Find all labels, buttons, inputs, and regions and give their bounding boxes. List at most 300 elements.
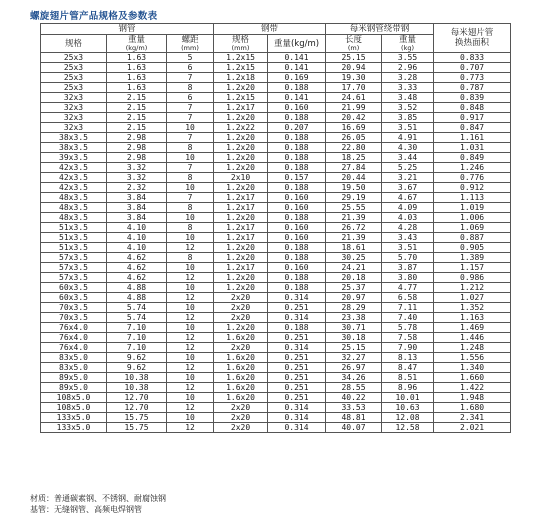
cell-strip-weight: 0.251	[268, 393, 326, 403]
cell-strip-weight: 0.188	[268, 153, 326, 163]
cell-length: 32.27	[326, 353, 382, 363]
cell-weight: 7.10	[107, 333, 167, 343]
cell-weight: 12.70	[107, 403, 167, 413]
cell-spec: 70x3.5	[41, 303, 107, 313]
cell-pitch: 10	[167, 123, 214, 133]
cell-area: 1.157	[434, 263, 511, 273]
cell-strip-weight: 0.160	[268, 193, 326, 203]
cell-weight: 4.10	[107, 223, 167, 233]
cell-spec: 57x3.5	[41, 273, 107, 283]
cell-strip-spec: 1.2x17	[214, 223, 268, 233]
cell-strip-spec: 1.6x20	[214, 383, 268, 393]
cell-weight2: 12.58	[382, 423, 434, 433]
weight-unit: (kg/m)	[125, 44, 148, 52]
cell-length: 22.80	[326, 143, 382, 153]
cell-weight2: 4.30	[382, 143, 434, 153]
cell-length: 30.25	[326, 253, 382, 263]
cell-weight: 4.10	[107, 243, 167, 253]
cell-pitch: 6	[167, 93, 214, 103]
cell-strip-weight: 0.314	[268, 423, 326, 433]
table-row	[41, 393, 511, 403]
cell-area: 1.161	[434, 133, 511, 143]
cell-area: 0.776	[434, 173, 511, 183]
cell-strip-weight: 0.251	[268, 373, 326, 383]
cell-strip-spec: 1.2x20	[214, 273, 268, 283]
cell-spec: 70x3.5	[41, 313, 107, 323]
cell-spec: 83x5.0	[41, 353, 107, 363]
cell-strip-spec: 1.6x20	[214, 393, 268, 403]
cell-spec: 89x5.0	[41, 373, 107, 383]
cell-area: 0.905	[434, 243, 511, 253]
cell-area: 1.246	[434, 163, 511, 173]
cell-pitch: 10	[167, 353, 214, 363]
cell-area: 0.887	[434, 233, 511, 243]
notes	[30, 493, 166, 515]
cell-weight2: 4.03	[382, 213, 434, 223]
cell-strip-weight: 0.188	[268, 243, 326, 253]
cell-strip-spec: 1.2x20	[214, 153, 268, 163]
cell-spec: 76x4.0	[41, 343, 107, 353]
cell-strip-weight: 0.251	[268, 333, 326, 343]
cell-pitch: 8	[167, 253, 214, 263]
cell-strip-weight: 0.160	[268, 203, 326, 213]
cell-strip-spec: 1.6x20	[214, 333, 268, 343]
cell-weight2: 7.90	[382, 343, 434, 353]
pitch-unit: (mm)	[181, 44, 199, 52]
cell-area: 1.027	[434, 293, 511, 303]
table-title: 螺旋翅片管产品规格及参数表	[30, 11, 158, 22]
cell-weight: 2.32	[107, 183, 167, 193]
cell-length: 25.15	[326, 343, 382, 353]
cell-weight: 2.15	[107, 113, 167, 123]
cell-area: 1.340	[434, 363, 511, 373]
cell-weight2: 3.21	[382, 173, 434, 183]
cell-area: 1.556	[434, 353, 511, 363]
cell-weight: 9.62	[107, 353, 167, 363]
cell-length: 16.69	[326, 123, 382, 133]
cell-pitch: 12	[167, 383, 214, 393]
table-row	[41, 53, 511, 63]
cell-pitch: 12	[167, 403, 214, 413]
cell-strip-spec: 1.2x17	[214, 103, 268, 113]
cell-length: 20.18	[326, 273, 382, 283]
cell-strip-weight: 0.160	[268, 263, 326, 273]
cell-length: 21.39	[326, 233, 382, 243]
cell-spec: 48x3.5	[41, 203, 107, 213]
cell-pitch: 7	[167, 163, 214, 173]
table-row	[41, 163, 511, 173]
cell-weight: 15.75	[107, 423, 167, 433]
cell-weight: 3.32	[107, 173, 167, 183]
cell-area: 0.839	[434, 93, 511, 103]
col-weight: 重量 (kg/m)	[107, 35, 167, 53]
cell-strip-weight: 0.160	[268, 223, 326, 233]
fin-area-line1: 每米翅片管	[450, 28, 494, 38]
cell-strip-weight: 0.188	[268, 213, 326, 223]
cell-strip-spec: 2x20	[214, 343, 268, 353]
cell-strip-spec: 1.6x20	[214, 353, 268, 363]
cell-spec: 32x3	[41, 113, 107, 123]
table-row	[41, 233, 511, 243]
cell-pitch: 8	[167, 223, 214, 233]
cell-weight: 3.84	[107, 193, 167, 203]
cell-strip-weight: 0.188	[268, 143, 326, 153]
cell-length: 25.37	[326, 283, 382, 293]
cell-weight: 2.98	[107, 153, 167, 163]
cell-length: 25.55	[326, 203, 382, 213]
cell-weight: 1.63	[107, 53, 167, 63]
cell-weight2: 8.47	[382, 363, 434, 373]
cell-length: 28.55	[326, 383, 382, 393]
table-row	[41, 223, 511, 233]
cell-weight2: 4.91	[382, 133, 434, 143]
table-row	[41, 103, 511, 113]
cell-length: 19.30	[326, 73, 382, 83]
cell-spec: 89x5.0	[41, 383, 107, 393]
cell-length: 30.18	[326, 333, 382, 343]
table-row	[41, 413, 511, 423]
cell-strip-weight: 0.188	[268, 133, 326, 143]
cell-strip-spec: 2x20	[214, 313, 268, 323]
cell-weight: 7.10	[107, 343, 167, 353]
spec-table	[40, 23, 511, 433]
table-row	[41, 373, 511, 383]
table-row	[41, 343, 511, 353]
cell-strip-weight: 0.314	[268, 343, 326, 353]
cell-area: 1.031	[434, 143, 511, 153]
cell-spec: 108x5.0	[41, 393, 107, 403]
cell-pitch: 12	[167, 293, 214, 303]
cell-area: 0.912	[434, 183, 511, 193]
cell-weight: 2.15	[107, 103, 167, 113]
cell-length: 26.72	[326, 223, 382, 233]
table-row	[41, 143, 511, 153]
cell-area: 1.680	[434, 403, 511, 413]
cell-area: 1.948	[434, 393, 511, 403]
cell-pitch: 10	[167, 373, 214, 383]
cell-strip-spec: 1.2x20	[214, 323, 268, 333]
table-row	[41, 153, 511, 163]
table-row	[41, 203, 511, 213]
cell-strip-spec: 1.2x20	[214, 143, 268, 153]
cell-strip-weight: 0.251	[268, 383, 326, 393]
cell-strip-spec: 2x20	[214, 293, 268, 303]
cell-strip-spec: 1.2x20	[214, 213, 268, 223]
cell-weight2: 5.78	[382, 323, 434, 333]
cell-strip-weight: 0.160	[268, 233, 326, 243]
cell-strip-weight: 0.314	[268, 293, 326, 303]
cell-strip-spec: 1.2x15	[214, 53, 268, 63]
cell-strip-weight: 0.157	[268, 173, 326, 183]
cell-pitch: 8	[167, 173, 214, 183]
cell-strip-weight: 0.188	[268, 163, 326, 173]
col-weight2: 重量 (kg)	[382, 35, 434, 53]
cell-spec: 25x3	[41, 63, 107, 73]
cell-spec: 42x3.5	[41, 173, 107, 183]
cell-weight2: 3.44	[382, 153, 434, 163]
cell-weight: 10.38	[107, 373, 167, 383]
table-row	[41, 403, 511, 413]
cell-strip-spec: 1.2x20	[214, 163, 268, 173]
cell-length: 40.07	[326, 423, 382, 433]
cell-strip-spec: 1.2x20	[214, 113, 268, 123]
cell-weight: 4.62	[107, 263, 167, 273]
cell-area: 0.707	[434, 63, 511, 73]
cell-weight2: 12.08	[382, 413, 434, 423]
cell-spec: 51x3.5	[41, 223, 107, 233]
cell-weight: 2.98	[107, 143, 167, 153]
cell-area: 1.212	[434, 283, 511, 293]
cell-weight: 4.88	[107, 293, 167, 303]
cell-weight2: 4.67	[382, 193, 434, 203]
cell-strip-weight: 0.188	[268, 83, 326, 93]
table-row	[41, 133, 511, 143]
cell-spec: 48x3.5	[41, 193, 107, 203]
table-row	[41, 293, 511, 303]
cell-pitch: 5	[167, 53, 214, 63]
cell-spec: 38x3.5	[41, 143, 107, 153]
cell-weight: 10.38	[107, 383, 167, 393]
cell-strip-spec: 1.2x17	[214, 193, 268, 203]
col-strip-weight: 重量(kg/m)	[268, 35, 326, 53]
cell-area: 1.422	[434, 383, 511, 393]
cell-area: 1.469	[434, 323, 511, 333]
table-row	[41, 193, 511, 203]
table-row	[41, 173, 511, 183]
cell-pitch: 10	[167, 153, 214, 163]
cell-weight2: 10.01	[382, 393, 434, 403]
table-row	[41, 73, 511, 83]
cell-spec: 48x3.5	[41, 213, 107, 223]
cell-strip-weight: 0.251	[268, 363, 326, 373]
cell-strip-weight: 0.251	[268, 353, 326, 363]
cell-weight: 3.32	[107, 163, 167, 173]
cell-strip-weight: 0.251	[268, 303, 326, 313]
cell-weight2: 5.25	[382, 163, 434, 173]
cell-length: 40.22	[326, 393, 382, 403]
cell-strip-weight: 0.141	[268, 63, 326, 73]
cell-weight: 7.10	[107, 323, 167, 333]
cell-strip-weight: 0.314	[268, 403, 326, 413]
cell-weight: 1.63	[107, 73, 167, 83]
cell-length: 34.26	[326, 373, 382, 383]
cell-length: 27.84	[326, 163, 382, 173]
cell-spec: 76x4.0	[41, 333, 107, 343]
cell-weight: 9.62	[107, 363, 167, 373]
cell-weight2: 3.87	[382, 263, 434, 273]
cell-spec: 51x3.5	[41, 243, 107, 253]
cell-length: 26.97	[326, 363, 382, 373]
cell-weight2: 8.13	[382, 353, 434, 363]
cell-spec: 32x3	[41, 103, 107, 113]
cell-length: 23.38	[326, 313, 382, 323]
cell-weight: 2.98	[107, 133, 167, 143]
table-row	[41, 423, 511, 433]
cell-strip-spec: 2x20	[214, 423, 268, 433]
cell-pitch: 12	[167, 363, 214, 373]
cell-pitch: 10	[167, 263, 214, 273]
cell-strip-spec: 1.2x15	[214, 63, 268, 73]
cell-weight: 15.75	[107, 413, 167, 423]
table-row	[41, 303, 511, 313]
cell-weight: 4.10	[107, 233, 167, 243]
cell-area: 1.163	[434, 313, 511, 323]
cell-strip-weight: 0.207	[268, 123, 326, 133]
table-row	[41, 63, 511, 73]
cell-strip-spec: 1.2x20	[214, 283, 268, 293]
cell-area: 2.021	[434, 423, 511, 433]
cell-weight2: 3.85	[382, 113, 434, 123]
cell-length: 24.61	[326, 93, 382, 103]
cell-weight2: 3.52	[382, 103, 434, 113]
cell-strip-spec: 1.2x20	[214, 133, 268, 143]
cell-area: 0.847	[434, 123, 511, 133]
cell-strip-spec: 1.6x20	[214, 363, 268, 373]
table-row	[41, 93, 511, 103]
cell-strip-weight: 0.169	[268, 73, 326, 83]
cell-spec: 25x3	[41, 83, 107, 93]
cell-area: 0.833	[434, 53, 511, 63]
cell-weight2: 4.77	[382, 283, 434, 293]
cell-strip-spec: 1.2x22	[214, 123, 268, 133]
cell-strip-spec: 2x20	[214, 403, 268, 413]
cell-weight2: 3.48	[382, 93, 434, 103]
group-strip: 钢带	[214, 24, 326, 35]
table-row	[41, 353, 511, 363]
cell-weight2: 8.96	[382, 383, 434, 393]
cell-area: 0.773	[434, 73, 511, 83]
cell-area: 1.006	[434, 213, 511, 223]
cell-weight: 3.84	[107, 203, 167, 213]
cell-pitch: 12	[167, 423, 214, 433]
cell-weight: 12.70	[107, 393, 167, 403]
cell-area: 0.849	[434, 153, 511, 163]
cell-area: 1.113	[434, 193, 511, 203]
group-strip-per-meter: 每米钢管绕带钢	[326, 24, 434, 35]
cell-spec: 32x3	[41, 93, 107, 103]
cell-weight2: 3.51	[382, 243, 434, 253]
cell-weight: 2.15	[107, 123, 167, 133]
cell-strip-spec: 2x20	[214, 413, 268, 423]
cell-pitch: 10	[167, 233, 214, 243]
cell-spec: 42x3.5	[41, 163, 107, 173]
cell-weight2: 3.28	[382, 73, 434, 83]
table-body	[41, 53, 511, 433]
cell-area: 1.660	[434, 373, 511, 383]
cell-strip-weight: 0.314	[268, 413, 326, 423]
cell-strip-weight: 0.188	[268, 253, 326, 263]
cell-length: 17.70	[326, 83, 382, 93]
cell-pitch: 8	[167, 83, 214, 93]
cell-spec: 32x3	[41, 123, 107, 133]
cell-strip-weight: 0.188	[268, 183, 326, 193]
cell-area: 1.389	[434, 253, 511, 263]
cell-pitch: 10	[167, 183, 214, 193]
cell-pitch: 8	[167, 203, 214, 213]
cell-weight2: 4.09	[382, 203, 434, 213]
table-row	[41, 283, 511, 293]
cell-length: 25.15	[326, 53, 382, 63]
cell-weight2: 3.80	[382, 273, 434, 283]
length-unit: (m)	[347, 44, 360, 52]
cell-strip-spec: 1.2x20	[214, 183, 268, 193]
cell-strip-weight: 0.141	[268, 93, 326, 103]
fin-area-line2: 换热面积	[455, 38, 490, 48]
cell-length: 19.50	[326, 183, 382, 193]
cell-pitch: 12	[167, 343, 214, 353]
table-row	[41, 83, 511, 93]
cell-strip-weight: 0.141	[268, 53, 326, 63]
cell-strip-weight: 0.188	[268, 113, 326, 123]
group-fin-area	[434, 24, 511, 53]
cell-spec: 51x3.5	[41, 233, 107, 243]
cell-area: 1.069	[434, 223, 511, 233]
cell-strip-spec: 1.2x20	[214, 253, 268, 263]
cell-strip-spec: 1.2x17	[214, 263, 268, 273]
cell-length: 18.61	[326, 243, 382, 253]
cell-weight2: 7.58	[382, 333, 434, 343]
cell-length: 26.05	[326, 133, 382, 143]
cell-weight2: 7.40	[382, 313, 434, 323]
cell-pitch: 12	[167, 273, 214, 283]
cell-pitch: 10	[167, 413, 214, 423]
cell-pitch: 10	[167, 303, 214, 313]
table-row	[41, 183, 511, 193]
cell-weight2: 4.28	[382, 223, 434, 233]
cell-strip-spec: 1.2x15	[214, 93, 268, 103]
cell-length: 20.97	[326, 293, 382, 303]
cell-spec: 133x5.0	[41, 413, 107, 423]
cell-spec: 108x5.0	[41, 403, 107, 413]
cell-area: 2.341	[434, 413, 511, 423]
cell-spec: 42x3.5	[41, 183, 107, 193]
cell-pitch: 10	[167, 283, 214, 293]
cell-strip-weight: 0.188	[268, 323, 326, 333]
cell-strip-spec: 1.2x18	[214, 73, 268, 83]
cell-length: 48.81	[326, 413, 382, 423]
cell-length: 30.71	[326, 323, 382, 333]
cell-length: 18.25	[326, 153, 382, 163]
cell-weight2: 3.55	[382, 53, 434, 63]
cell-length: 24.21	[326, 263, 382, 273]
cell-strip-spec: 1.2x20	[214, 83, 268, 93]
cell-area: 0.848	[434, 103, 511, 113]
note-material: 材质：普通碳素钢、不锈钢、耐腐蚀钢	[30, 494, 166, 503]
cell-weight2: 3.43	[382, 233, 434, 243]
cell-strip-spec: 1.2x20	[214, 243, 268, 253]
cell-area: 1.248	[434, 343, 511, 353]
cell-strip-spec: 2x20	[214, 303, 268, 313]
cell-pitch: 12	[167, 243, 214, 253]
cell-area: 1.446	[434, 333, 511, 343]
cell-area: 0.787	[434, 83, 511, 93]
table-row	[41, 323, 511, 333]
col-pitch: 螺距 (mm)	[167, 35, 214, 53]
table-row	[41, 253, 511, 263]
cell-spec: 76x4.0	[41, 323, 107, 333]
cell-pitch: 7	[167, 73, 214, 83]
table-row	[41, 273, 511, 283]
strip-spec-unit: (mm)	[231, 44, 250, 52]
cell-weight2: 2.96	[382, 63, 434, 73]
table-row	[41, 363, 511, 373]
cell-length: 20.94	[326, 63, 382, 73]
cell-weight: 4.62	[107, 273, 167, 283]
table-row	[41, 383, 511, 393]
cell-spec: 25x3	[41, 53, 107, 63]
cell-weight: 3.84	[107, 213, 167, 223]
cell-spec: 38x3.5	[41, 133, 107, 143]
